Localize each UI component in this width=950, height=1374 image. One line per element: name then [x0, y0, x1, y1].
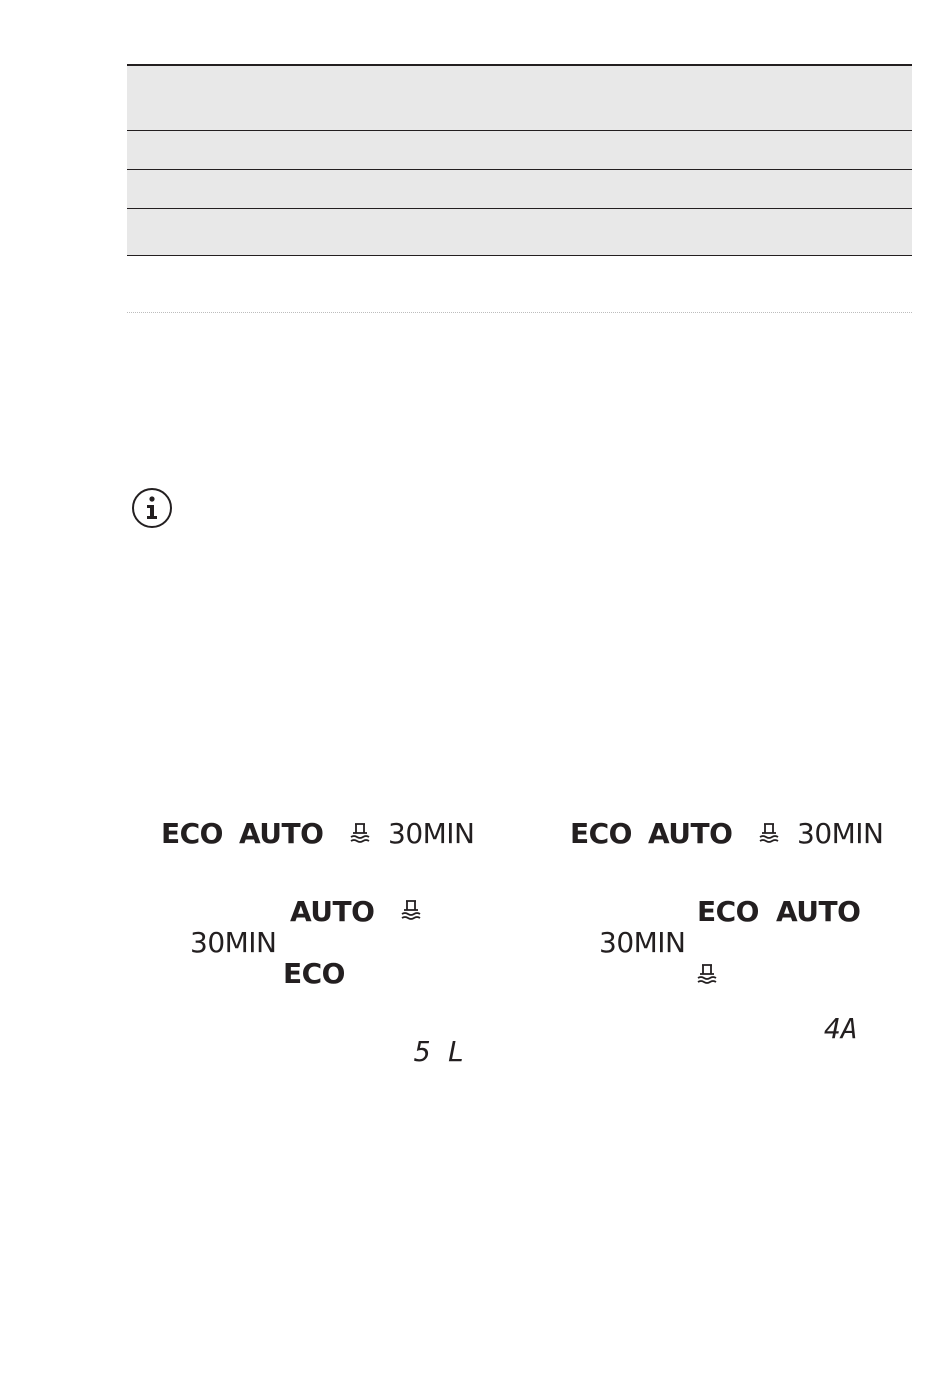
indicator-30min: 30MIN — [797, 817, 884, 850]
indicator-auto: AUTO — [776, 895, 861, 928]
indicator-30min: 30MIN — [388, 817, 475, 850]
table-row — [127, 170, 912, 209]
indicator-auto: AUTO — [648, 817, 733, 850]
indicator-eco: ECO — [161, 817, 223, 850]
indicator-eco: ECO — [697, 895, 759, 928]
glass-rinse-icon — [694, 962, 720, 988]
glass-rinse-icon — [347, 821, 373, 847]
indicator-auto: AUTO — [239, 817, 324, 850]
glass-rinse-icon — [398, 898, 424, 924]
display-code: 4A — [824, 1012, 858, 1045]
indicator-eco: ECO — [283, 957, 345, 990]
settings-table — [127, 64, 912, 313]
indicator-30min: 30MIN — [190, 926, 277, 959]
table-row — [127, 209, 912, 256]
indicator-eco: ECO — [570, 817, 632, 850]
indicator-30min: 30MIN — [599, 926, 686, 959]
info-icon — [131, 487, 173, 529]
table-row — [127, 131, 912, 170]
indicator-auto: AUTO — [290, 895, 375, 928]
table-row — [127, 66, 912, 131]
glass-rinse-icon — [756, 821, 782, 847]
display-code: 5 L — [414, 1035, 465, 1068]
table-row — [127, 256, 912, 313]
